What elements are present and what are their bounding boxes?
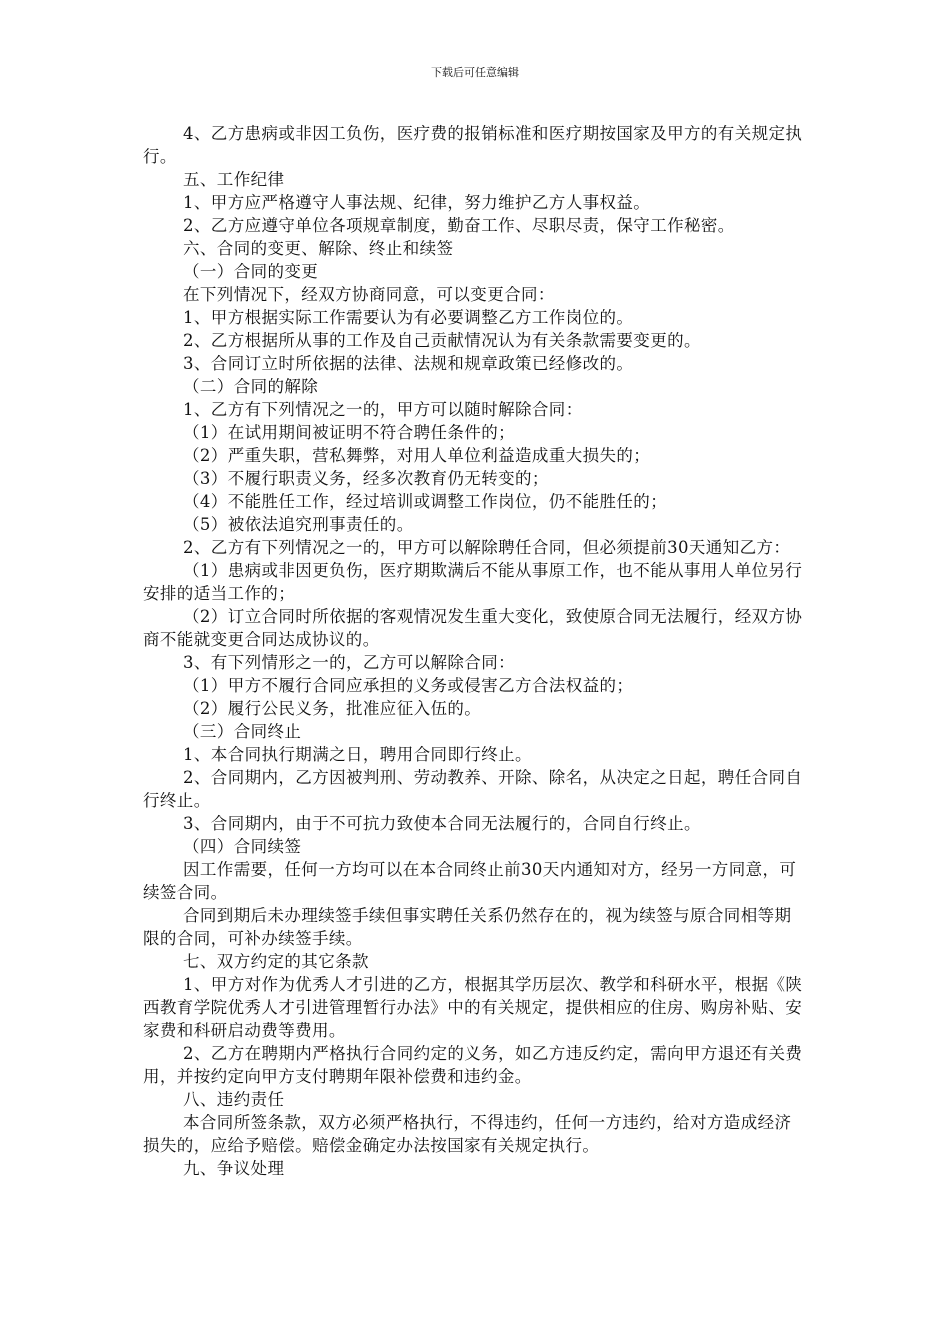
paragraph: （1）甲方不履行合同应承担的义务或侵害乙方合法权益的； [183, 676, 634, 695]
paragraph: 3、合同期内，由于不可抗力致使本合同无法履行的，合同自行终止。 [183, 814, 701, 833]
paragraph: 4、乙方患病或非因工负伤，医疗费的报销标准和医疗期按国家及甲方的有关规定执行。 [143, 124, 803, 166]
paragraph: 2、合同期内，乙方因被判刑、劳动教养、开除、除名，从决定之日起，聘任合同自行终止。 [143, 768, 803, 810]
paragraph: 合同到期后未办理续签手续但事实聘任关系仍然存在的，视为续签与原合同相等期限的合同，可补办续签手续。 [143, 906, 792, 948]
paragraph: 八、违约责任 [183, 1090, 285, 1109]
paragraph: 1、本合同执行期满之日，聘用合同即行终止。 [183, 745, 532, 764]
paragraph: 在下列情况下，经双方协商同意，可以变更合同： [183, 285, 555, 304]
paragraph: （四）合同续签 [183, 837, 302, 856]
paragraph: 1、甲方应严格遵守人事法规、纪律，努力维护乙方人事权益。 [183, 193, 651, 212]
paragraph: （2）履行公民义务，批准应征入伍的。 [183, 699, 482, 718]
paragraph: （2）严重失职，营私舞弊，对用人单位利益造成重大损失的； [183, 446, 651, 465]
paragraph: （2）订立合同时所依据的客观情况发生重大变化，致使原合同无法履行，经双方协商不能就变更合同达成协议的。 [143, 607, 803, 649]
paragraph: 3、合同订立时所依据的法律、法规和规章政策已经修改的。 [183, 354, 634, 373]
paragraph: 1、甲方根据实际工作需要认为有必要调整乙方工作岗位的。 [183, 308, 634, 327]
paragraph: （1）在试用期间被证明不符合聘任条件的； [183, 423, 515, 442]
paragraph: 六、合同的变更、解除、终止和续签 [183, 239, 454, 258]
paragraph: 2、乙方在聘期内严格执行合同约定的义务，如乙方违反约定，需向甲方退还有关费用，并按约定向甲方支付聘期年限补偿费和违约金。 [143, 1044, 803, 1086]
paragraph: 五、工作纪律 [183, 170, 285, 189]
document-body [143, 122, 807, 1180]
paragraph: 1、甲方对作为优秀人才引进的乙方，根据其学历层次、教学和科研水平，根据《陕西教育学院优秀人才引进管理暂行办法》中的有关规定，提供相应的住房、购房补贴、安家费和科研启动费等费用。 [143, 975, 803, 1040]
paragraph: （二）合同的解除 [183, 377, 319, 396]
paragraph: 七、双方约定的其它条款 [183, 952, 369, 971]
paragraph: 1、乙方有下列情况之一的，甲方可以随时解除合同： [183, 400, 583, 419]
paragraph: 2、乙方应遵守单位各项规章制度，勤奋工作、尽职尽责，保守工作秘密。 [183, 216, 735, 235]
paragraph: （1）患病或非因更负伤，医疗期欺满后不能从事原工作，也不能从事用人单位另行安排的适当工作的； [143, 561, 803, 603]
paragraph: 2、乙方根据所从事的工作及自己贡献情况认为有关条款需要变更的。 [183, 331, 701, 350]
paragraph: （4）不能胜任工作，经过培训或调整工作岗位，仍不能胜任的； [183, 492, 668, 511]
paragraph: （5）被依法追究刑事责任的。 [183, 515, 414, 534]
paragraph: 2、乙方有下列情况之一的，甲方可以解除聘任合同，但必须提前30天通知乙方： [183, 538, 791, 557]
paragraph: （一）合同的变更 [183, 262, 319, 281]
paragraph: 本合同所签条款，双方必须严格执行，不得违约，任何一方违约，给对方造成经济损失的，应给予赔偿。赔偿金确定办法按国家有关规定执行。 [143, 1113, 792, 1155]
paragraph: 因工作需要，任何一方均可以在本合同终止前30天内通知对方，经另一方同意，可续签合同。 [143, 860, 797, 902]
paragraph: （3）不履行职责义务，经多次教育仍无转变的； [183, 469, 549, 488]
paragraph: 九、争议处理 [183, 1159, 285, 1178]
paragraph: （三）合同终止 [183, 722, 302, 741]
page-header: 下载后可任意编辑 [431, 66, 519, 79]
paragraph: 3、有下列情形之一的，乙方可以解除合同： [183, 653, 515, 672]
